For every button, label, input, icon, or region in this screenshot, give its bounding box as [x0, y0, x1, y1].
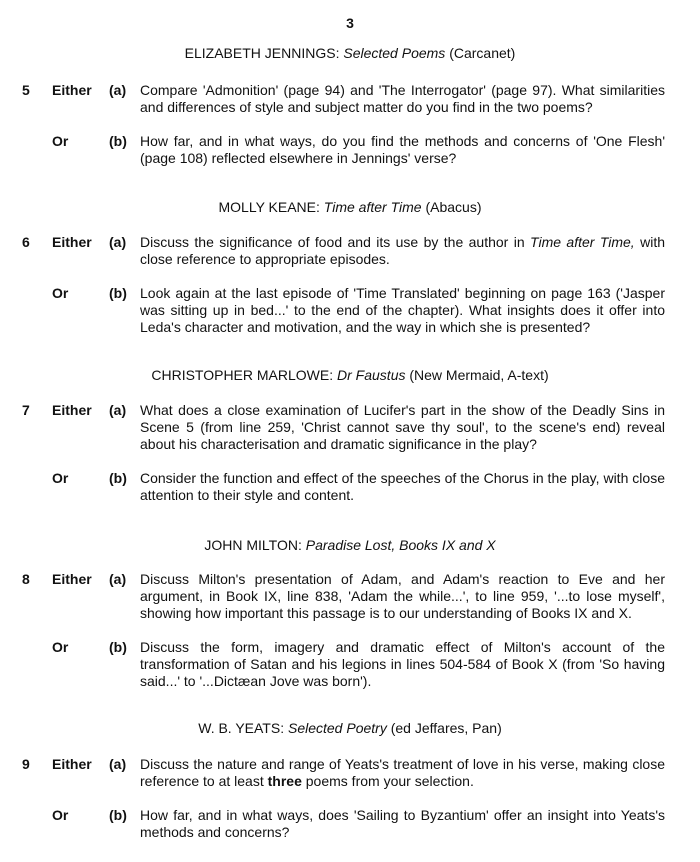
work-title: Paradise Lost, Books IX and X	[305, 537, 496, 553]
question-number: 9	[22, 756, 30, 772]
publisher: (Carcanet)	[449, 45, 516, 61]
option-a-label: (a)	[109, 571, 127, 587]
question-text: Compare 'Admonition' (page 94) and 'The Interrogator' (page 97). What similarities and differences of style and subject matter do you find in the two poems?	[140, 82, 665, 115]
or-label: Or	[52, 807, 69, 823]
section-heading	[0, 45, 700, 62]
work-title: Dr Faustus	[337, 367, 406, 383]
publisher: (ed Jeffares, Pan)	[390, 720, 502, 736]
question-text: Discuss the nature and range of Yeats's treatment of love in his verse, making close reference to at least three poems from your selection.	[140, 756, 665, 789]
question-text: How far, and in what ways, does 'Sailing to Byzantium' offer an insight into Yeats's methods and concerns?	[140, 807, 665, 840]
either-label: Either	[52, 571, 92, 587]
either-label: Either	[52, 402, 92, 418]
section-heading	[0, 537, 700, 554]
option-b-label: (b)	[109, 639, 127, 655]
work-title: Selected Poetry	[287, 720, 387, 736]
question-number: 6	[22, 234, 30, 250]
option-a-label: (a)	[109, 402, 127, 418]
section-heading	[0, 199, 700, 216]
option-a-label: (a)	[109, 756, 127, 772]
author-name: JOHN MILTON:	[204, 537, 302, 553]
question-text: Discuss Milton's presentation of Adam, and Adam's reaction to Eve and her argument, in Book IX, line 838, 'Adam the while...', to line 959, '...to lose myself', showing how important this passage is to our understanding of Books IX and X.	[140, 571, 665, 621]
author-name: ELIZABETH JENNINGS:	[184, 45, 340, 61]
option-b-label: (b)	[109, 285, 127, 301]
question-text: Discuss the significance of food and its use by the author in Time after Time, with close reference to appropriate episodes.	[140, 234, 666, 267]
question-number: 7	[22, 402, 30, 418]
either-label: Either	[52, 82, 92, 98]
question-text: Consider the function and effect of the speeches of the Chorus in the play, with close attention to their style and content.	[140, 470, 665, 503]
option-a-label: (a)	[109, 82, 127, 98]
option-b-label: (b)	[109, 133, 127, 149]
or-label: Or	[52, 639, 69, 655]
section-heading	[0, 720, 700, 737]
question-text: Discuss the form, imagery and dramatic effect of Milton's account of the transformation of Satan and his legions in lines 504-584 of Book X (from 'So having said...' to '...Dictæan Jove was born').	[140, 639, 665, 689]
publisher: (New Mermaid, A-text)	[409, 367, 549, 383]
option-b-label: (b)	[109, 807, 127, 823]
author-name: MOLLY KEANE:	[218, 199, 320, 215]
either-label: Either	[52, 234, 92, 250]
either-label: Either	[52, 756, 92, 772]
question-number: 8	[22, 571, 30, 587]
work-title: Time after Time	[323, 199, 422, 215]
or-label: Or	[52, 133, 69, 149]
author-name: W. B. YEATS:	[198, 720, 285, 736]
option-b-label: (b)	[109, 470, 127, 486]
section-heading	[0, 367, 700, 384]
option-a-label: (a)	[109, 234, 127, 250]
question-number: 5	[22, 82, 30, 98]
or-label: Or	[52, 470, 69, 486]
work-title: Selected Poems	[343, 45, 446, 61]
question-text: How far, and in what ways, do you find the methods and concerns of 'One Flesh' (page 108) reflected elsewhere in Jennings' verse?	[140, 133, 665, 166]
or-label: Or	[52, 285, 69, 301]
page-number: 3	[346, 15, 354, 31]
author-name: CHRISTOPHER MARLOWE:	[151, 367, 334, 383]
publisher: (Abacus)	[425, 199, 482, 215]
question-text: Look again at the last episode of 'Time Translated' beginning on page 163 ('Jasper was sitting up in bed...' to the end of the chapter). What insights does it offer into Leda's character and motivation, and the way in which she is presented?	[140, 285, 665, 335]
question-text: What does a close examination of Lucifer's part in the show of the Deadly Sins in Scene 5 (from line 259, 'Christ cannot save thy soul', to the scene's end) reveal about his characterisation and dramatic significance in the play?	[140, 402, 665, 452]
